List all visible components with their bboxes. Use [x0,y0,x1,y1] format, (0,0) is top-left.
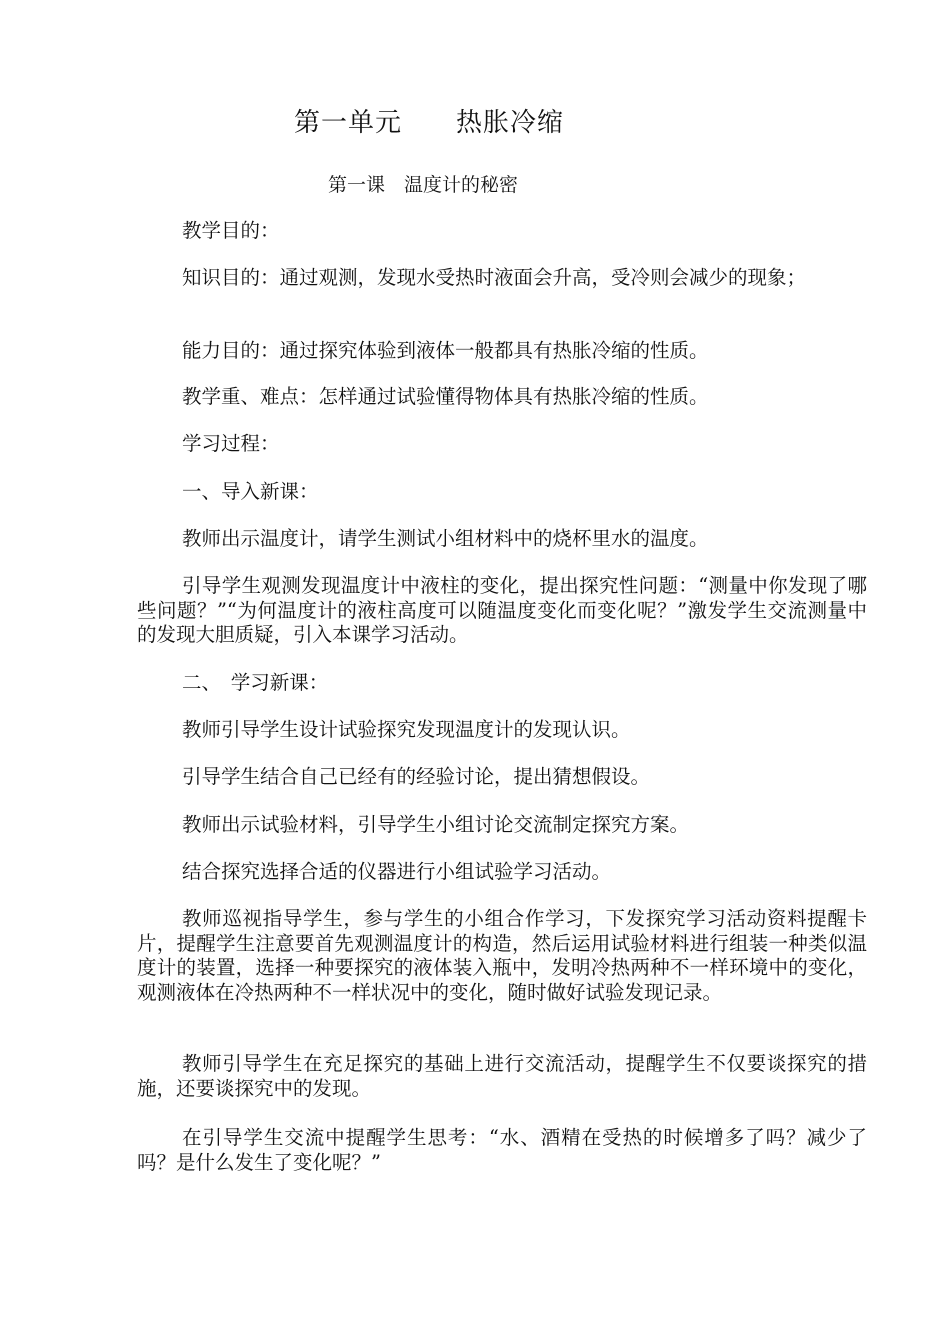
paragraph: 教学重、难点：怎样通过试验懂得物体具有热胀冷缩的性质。 [182,385,709,408]
paragraph: 引导学生结合自己已经有的经验讨论，提出猜想假设。 [182,765,651,788]
paragraph: 在引导学生交流中提醒学生思考：“水、酒精在受热的时候增多了吗？减少了吗？是什么发生了变化呢？” [137,1126,867,1174]
paragraph: 引导学生观测发现温度计中液柱的变化，提出探究性问题：“测量中你发现了哪些问题？”“为何温度计的液柱高度可以随温度变化而变化呢？”激发学生交流测量中的发现大胆质疑，引入本课学习活动。 [137,574,867,646]
paragraph: 教师引导学生设计试验探究发现温度计的发现认识。 [182,718,631,741]
paragraph: 知识目的：通过观测，发现水受热时液面会升高，受冷则会减少的现象； [182,266,807,289]
paragraph: 一、导入新课： [182,480,319,503]
paragraph: 教师出示温度计，请学生测试小组材料中的烧杯里水的温度。 [182,527,709,550]
paragraph: 学习过程： [182,432,280,455]
paragraph: 教师引导学生在充足探究的基础上进行交流活动，提醒学生不仅要谈探究的措施，还要谈探究中的发现。 [137,1052,867,1100]
paragraph: 结合探究选择合适的仪器进行小组试验学习活动。 [182,860,612,883]
paragraph: 二、 学习新课： [182,671,329,694]
paragraph: 教师巡视指导学生，参与学生的小组合作学习，下发探究学习活动资料提醒卡片，提醒学生注意要首先观测温度计的构造，然后运用试验材料进行组装一种类似温度计的装置，选择一种要探究的液体装入瓶中，发明冷热两种不一样环境中的变化，观测液体在冷热两种不一样状况中的变化，随时做好试验发现记录。 [137,907,867,1004]
paragraph: 能力目的：通过探究体验到液体一般都具有热胀冷缩的性质。 [182,339,709,362]
lesson-title: 第一课 温度计的秘密 [328,174,519,196]
unit-title: 第一单元 热胀冷缩 [294,108,565,138]
paragraph: 教学目的： [182,219,280,242]
paragraph: 教师出示试验材料，引导学生小组讨论交流制定探究方案。 [182,813,690,836]
